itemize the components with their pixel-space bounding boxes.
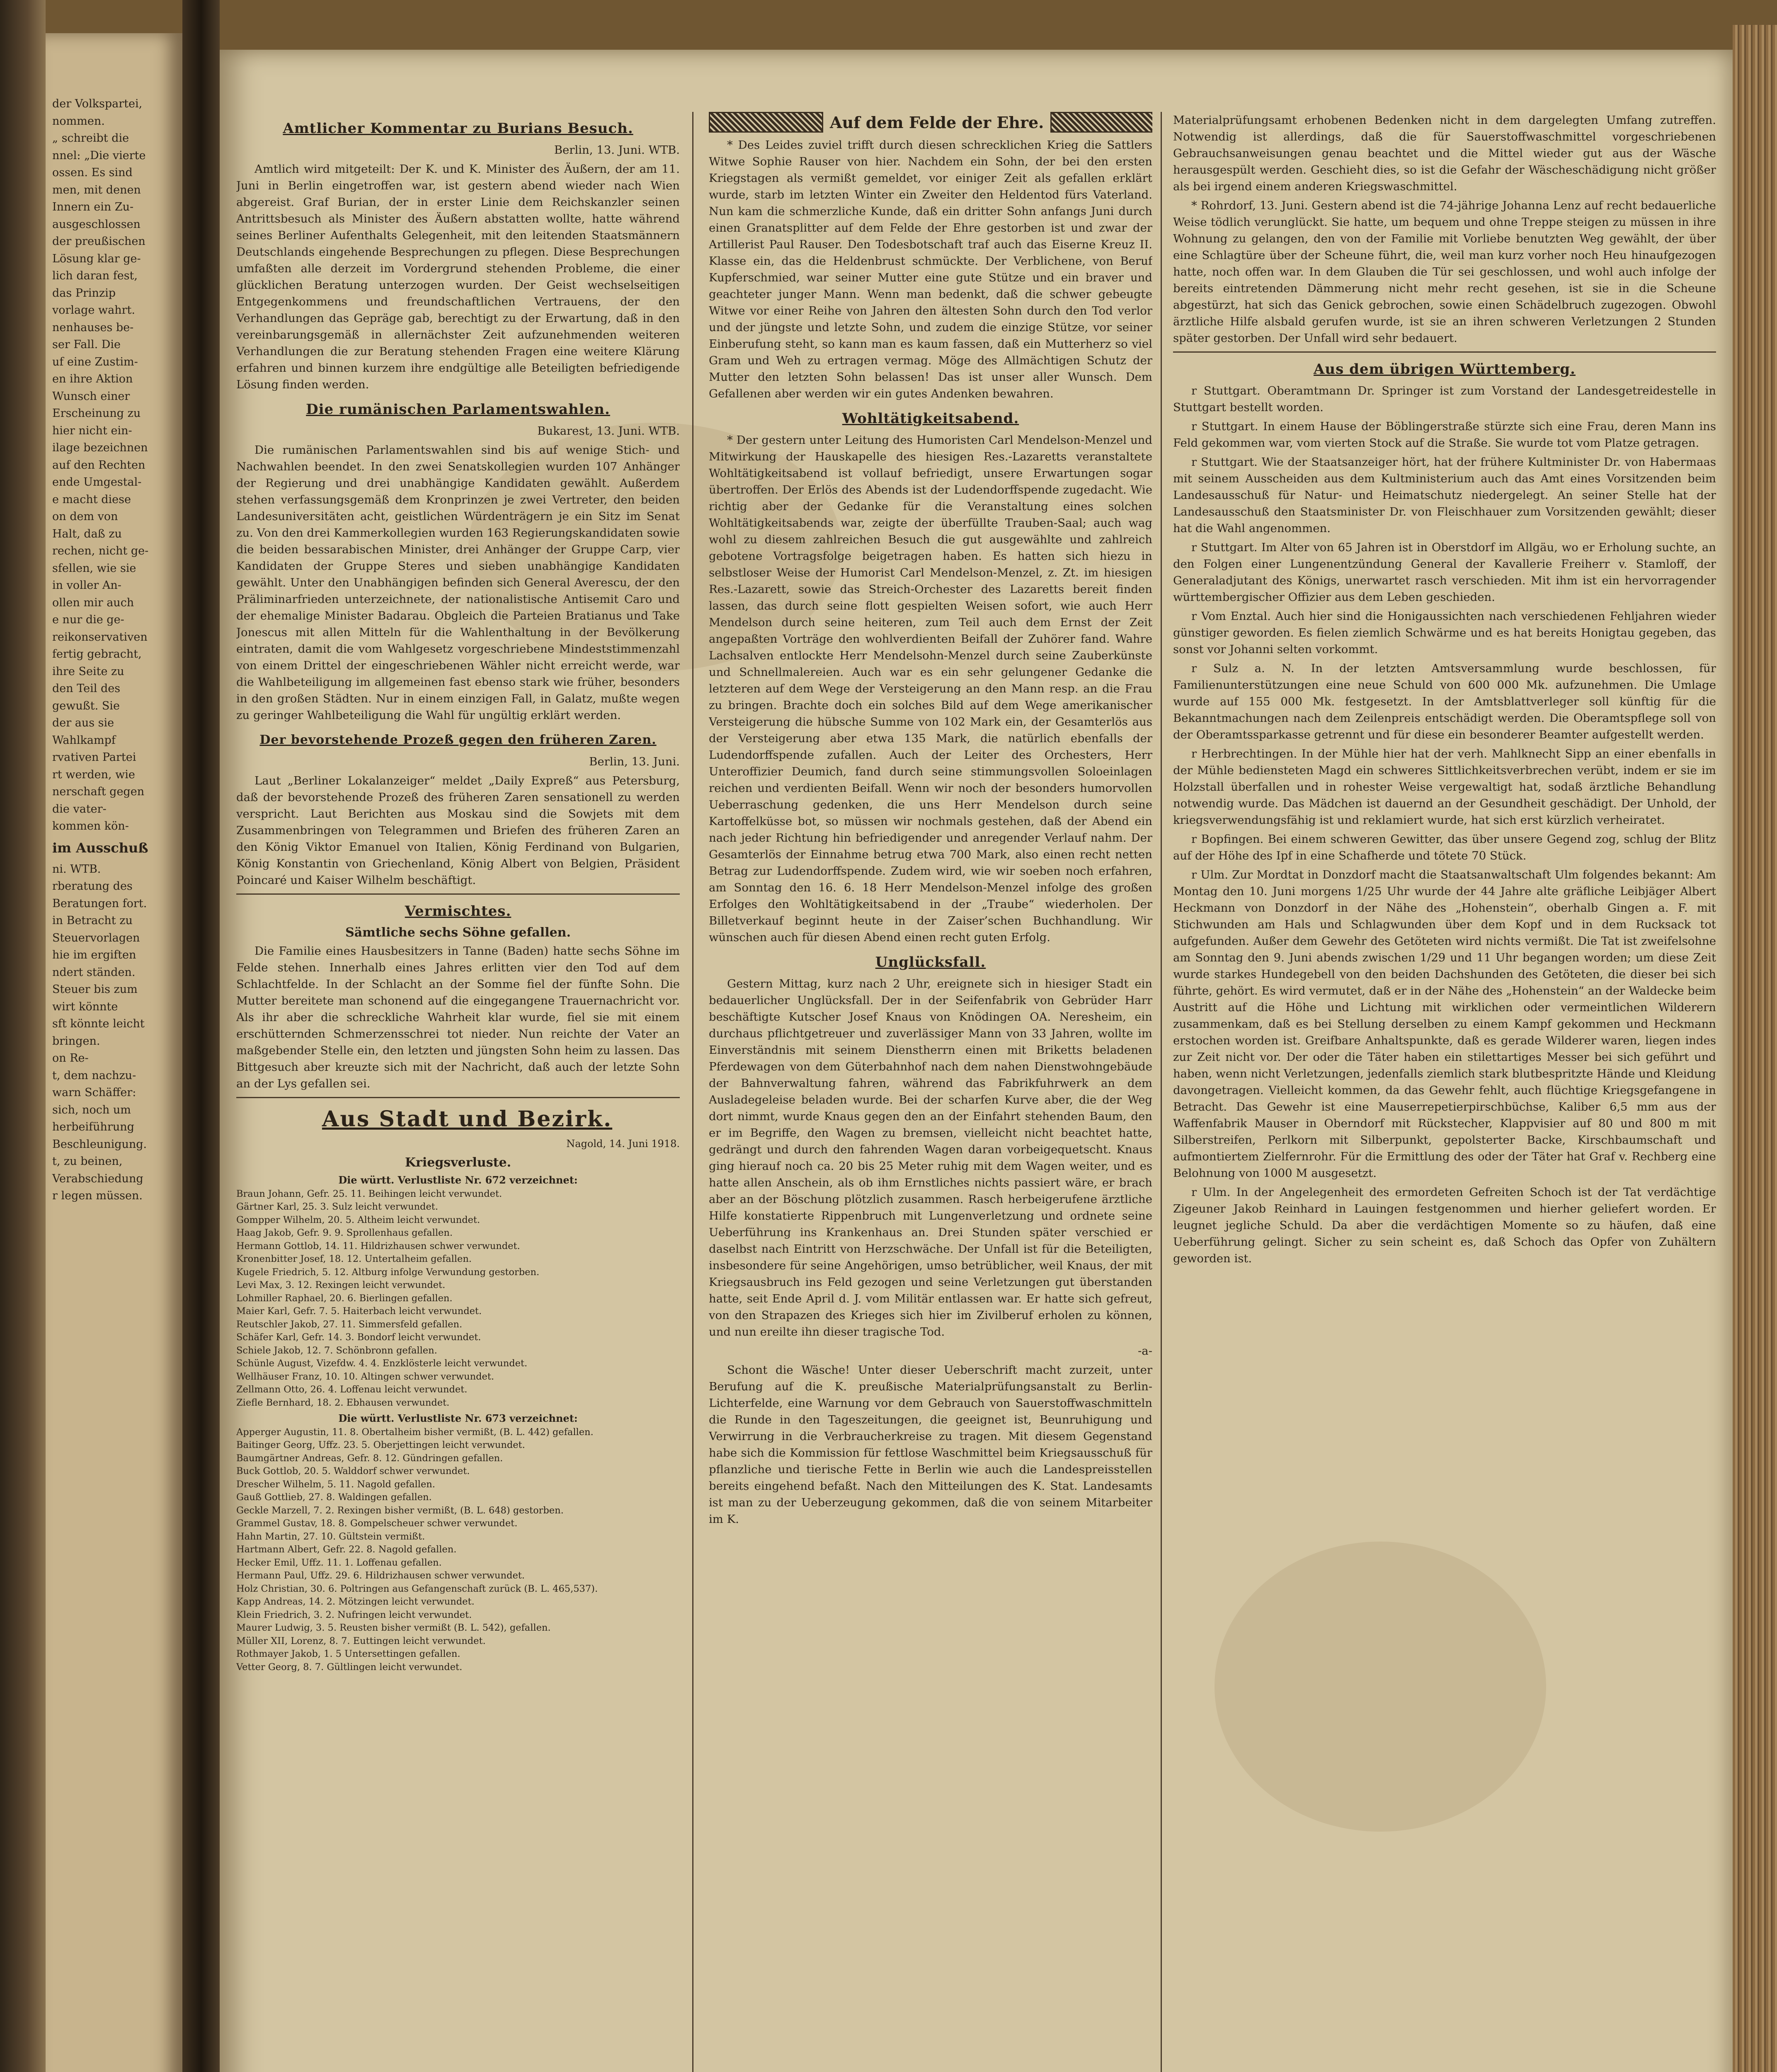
- text-line: sich, noch um: [52, 1103, 131, 1116]
- text-line: bringen.: [52, 1034, 100, 1048]
- list-item: Hahn Martin, 27. 10. Gültstein vermißt.: [236, 1531, 425, 1542]
- list-item: Baitinger Georg, Uffz. 23. 5. Oberjettingen leicht verwundet.: [236, 1440, 525, 1450]
- article-body: * Rohrdorf, 13. Juni. Gestern abend ist die 74-jährige Johanna Lenz auf recht bedauerliche Weise tödlich verunglückt. Sie hatte, um bequem und ohne Treppe steigen zu müssen in ihre Wohnung zu gelangen, den von der Familie mit Vorliebe benutzten Weg gewählt, der über eine Schlagtüre über der Scheune führt, die, weil man kurz vorher noch Heu hinaufgezogen hatte, noch offen war. In dem Glauben die Tür sei geschlossen, und wohl auch infolge der bereits eintretenden Dämmerung nicht mehr recht gesehen, ist sie in die Scheune abgestürzt, hat sich das Genick gebrochen, sowie einen Schädelbruch zugezogen. Obwohl ärztliche Hilfe alsbald gerufen wurde, ist sie an ihren schweren Verletzungen 2 Stunden später gestorben. Der Unfall wird sehr bedauert.: [1173, 199, 1716, 345]
- text-line: ndert ständen.: [52, 966, 136, 979]
- text-line: ausgeschlossen: [52, 218, 141, 231]
- text-line: Wahlkampf: [52, 733, 116, 747]
- list-item: Hermann Gottlob, 14. 11. Hildrizhausen schwer verwundet.: [236, 1240, 520, 1251]
- list-item: Geckle Marzell, 7. 2. Rexingen bisher vermißt, (B. L. 648) gestorben.: [236, 1505, 564, 1516]
- article-heading: Amtlicher Kommentar zu Burians Besuch.: [283, 120, 633, 137]
- text-line: in Betracht zu: [52, 914, 133, 927]
- text-line: Verabschiedung: [52, 1172, 143, 1185]
- column-rule: [1161, 112, 1162, 2072]
- signature: -a-: [1138, 1344, 1152, 1358]
- text-line: ni. WTB.: [52, 862, 101, 876]
- column-1: [236, 112, 680, 2072]
- list-item: Kapp Andreas, 14. 2. Mötzingen leicht verwundet.: [236, 1596, 475, 1607]
- article-body: Gestern Mittag, kurz nach 2 Uhr, ereignete sich in hiesiger Stadt ein bedauerlicher Unglücksfall. Der in der Seifenfabrik von Gebrüder Harr beschäftigte Kutscher Josef Knaus von Knödingen OA. Neresheim, ein durchaus pflichtgetreuer und zuverlässiger Mann von 33 Jahren, wollte im Einverständnis mit seinem Dienstherrn einen mit Briketts beladenen Pferdewagen von dem Güterbahnhof nach dem nahen Dienstwohngebäude der Bahnverwaltung fahren, während das Fabrikfuhrwerk an dem Ausladegeleise beladen wurde. Bei der scharfen Kurve aber, die der Weg dort nimmt, wurde Knaus gegen den an der Einfahrt stehenden Baum, den er im Begriffe, den Wagen zu bremsen, vielleicht nicht beachtet hatte, gedrängt und durch den fahrenden Wagen daran vorbeigequetscht. Knaus ging hierauf noch ca. 20 bis 25 Meter ruhig mit dem Wagen weiter, und es hatte allen Anschein, als ob ihm Ernstliches nichts passiert wäre, er brach aber an der Böschung plötzlich zusammen. Rasch herbeigerufene ärztliche Hilfe konstatierte Rippenbruch mit Lungenverletzung und ordnete seine Ueberführung ins Krankenhaus an. Drei Stunden später verschied er daselbst nach Eintritt von Herzschwäche. Der Unfall ist für die Beteiligten, insbesondere für seine Angehörigen, umso betrüblicher, weil Knaus, der mit Kriegsausbruch ins Feld gezogen und seine Verletzungen gut überstanden hatte, seit Ende April d. J. vom Militär entlassen war. Er hatte sich gefreut, von den Strapazen des Krieges sich hier im Zivilberuf erholen zu können, und nun ereilte ihn dieser tragische Tod.: [709, 977, 1152, 1339]
- news-item: r Stuttgart. In einem Hause der Böblingerstraße stürzte sich eine Frau, deren Mann ins Feld gekommen war, vom vierten Stock auf die Straße. Sie wurde tot vom Platze getragen.: [1173, 420, 1716, 450]
- book-binding: [0, 0, 46, 2072]
- dateline: Berlin, 13. Juni.: [589, 755, 680, 768]
- ornament-right: [1050, 112, 1152, 133]
- list-item: Haag Jakob, Gefr. 9. 9. Sprollenhaus gefallen.: [236, 1227, 453, 1238]
- text-line: hier nicht ein-: [52, 424, 132, 437]
- text-line: nenhauses be-: [52, 321, 134, 334]
- text-line: auf den Rechten: [52, 458, 145, 472]
- text-line: Lösung klar ge-: [52, 252, 141, 265]
- text-line: ollen mir auch: [52, 596, 134, 609]
- list-item: Gauß Gottlieb, 27. 8. Waldingen gefallen.: [236, 1492, 432, 1503]
- news-item: r Stuttgart. Oberamtmann Dr. Springer ist zum Vorstand der Landesgetreidestelle in Stuttgart bestellt worden.: [1173, 384, 1716, 414]
- column-2: [709, 112, 1152, 2072]
- text-line: lich daran fest,: [52, 269, 138, 282]
- text-line: rechen, nicht ge-: [52, 545, 149, 557]
- list-item: Apperger Augustin, 11. 8. Obertalheim bisher vermißt, (B. L. 442) gefallen.: [236, 1426, 594, 1438]
- news-item: r Ulm. Zur Mordtat in Donzdorf macht die Staatsanwaltschaft Ulm folgendes bekannt: Am Montag den 10. Juni morgens 1/25 Uhr wurde der 44 Jahre alte gräfliche Leibjäger Albert Heckmann von Donzdorf in der Nähe des „Hohenstein“, oberhalb Gingen a. F. mit Stichwunden am Hals und Schlagwunden über dem Kopf und in dem Rucksack tot aufgefunden. Außer dem Gewehr des Getöteten wird nichts vermißt. Die Tat ist zweifelsohne am Sonntag den 9. Juni abends zwischen 1/29 und 11 Uhr begangen worden; um diese Zeit wurde starkes Hundegebell von den beiden Dachshunden des Getöteten, die dieser bei sich führte, gehört. Es wird vermutet, daß er in der Nähe des „Hohenstein“ an der Waldecke beim Austritt auf die Höhe und Lichtung mit wirklichen oder vermeintlichen Wilderern zusammenkam, daß es bei Stellung derselben zu einem Kampf gekommen und Heckmann erstochen worden ist. Greifbare Anhaltspunkte, daß es gerade Wilderer waren, liegen indes zur Zeit nicht vor. Der oder die Täter haben ein stilettartiges Messer bei sich geführt und haben, wenn nicht Verletzungen, jedenfalls ziemlich stark blutbespritzte Hände und Kleidung davongetragen. Vielleicht kommen, da das Gewehr fehlt, auch flüchtige Kriegsgefangene in Betracht. Das Gewehr ist eine Mauserrepetierpirschbüchse, Kaliber 6,5 mm aus der Waffenfabrik Mauser in Oberndorf mit Rückstecher, Klappvisier auf 80 und 800 m mit Silberstreifen, Perlkorn mit Silberpunkt, gepolsterter Backe, Kirschbaumschaft und aufmontiertem Zielfernrohr. Für die Ermittlung des oder der Täter hat Graf v. Rechberg eine Belohnung von 1000 M ausgesetzt.: [1173, 868, 1716, 1180]
- text-line: t, zu beinen,: [52, 1155, 123, 1168]
- text-line: das Prinzip: [52, 286, 116, 300]
- text-line: Steuer bis zum: [52, 983, 138, 996]
- text-line: hie im ergiften: [52, 949, 136, 961]
- list-item: Levi Max, 3. 12. Rexingen leicht verwundet.: [236, 1280, 446, 1290]
- news-items: [1173, 382, 1716, 1267]
- text-line: wirt könnte: [52, 1000, 118, 1013]
- section-banner: [709, 112, 1152, 133]
- list-item: Baumgärtner Andreas, Gefr. 8. 12. Gündringen gefallen.: [236, 1452, 503, 1464]
- column-3: [1173, 112, 1716, 2072]
- text-line: die vater-: [52, 802, 107, 816]
- section-heading-large: Aus Stadt und Bezirk.: [322, 1106, 613, 1132]
- text-line: der Volkspartei,: [52, 97, 143, 110]
- list-item: Müller XII, Lorenz, 8. 7. Euttingen leicht verwundet.: [236, 1635, 486, 1646]
- text-line: on dem von: [52, 510, 118, 523]
- text-line: der preußischen: [52, 235, 145, 248]
- text-line: rt werden, wie: [52, 768, 135, 781]
- page-edges: [1733, 25, 1777, 2072]
- list-heading: Die württ. Verlustliste Nr. 673 verzeichnet:: [338, 1412, 578, 1424]
- text-line: der aus sie: [52, 716, 114, 729]
- list-item: Maurer Ludwig, 3. 5. Reusten bisher vermißt (B. L. 542), gefallen.: [236, 1622, 551, 1633]
- text-line: Beschleunigung.: [52, 1138, 147, 1151]
- text-line: den Teil des: [52, 682, 121, 695]
- text-line: e nur die ge-: [52, 613, 124, 626]
- article-body: * Des Leides zuviel trifft durch diesen schrecklichen Krieg die Sattlers Witwe Sophie Rauser von hier. Nachdem ein Sohn, der bei den ersten Kriegstagen als vermißt gemeldet, vor einiger Zeit als gefallen erklärt wurde, starb im letzten Winter ein Zweiter den Heldentod fürs Vaterland. Nun kam die schmerzliche Kunde, daß ein dritter Sohn anfangs Juni durch einen Granatsplitter auf dem Felde der Ehre gestorben ist und zwar der Artillerist Paul Rauser. Den Todesbotschaft traf auch das Eiserne Kreuz II. Klasse ein, das die Heldenbrust schmückte. Der Verblichene, von Beruf Kupferschmied, war seiner Mutter eine gute Stütze und ein braver und geachteter junger Mann. Wenn man bedenkt, daß die schwer gebeugte Witwe vor einer Reihe von Jahren den ältesten Sohn durch den Tod verlor und der jüngste und letzte Sohn, und zudem die einzige Stütze, vor seiner Einberufung steht, so kann man es kaum fassen, daß ein Mutterherz so viel Gram und Weh zu ertragen vermag. Möge des Allmächtigen Schutz der Mutter den letzten Sohn belassen! Das ist unser aller Wunsch. Dem Gefallenen aber werden wir ein gutes Andenken bewahren.: [709, 138, 1152, 400]
- page-gutter: [182, 0, 220, 2072]
- text-line: „ schreibt die: [52, 132, 129, 145]
- left-page-heading: im Ausschuß: [52, 840, 148, 856]
- list-item: Schiele Jakob, 12. 7. Schönbronn gefallen.: [236, 1345, 437, 1356]
- list-entries: [236, 1426, 680, 1674]
- list-item: Schäfer Karl, Gefr. 14. 3. Bondorf leicht verwundet.: [236, 1332, 481, 1343]
- text-line: sft könnte leicht: [52, 1017, 145, 1030]
- news-item: r Vom Enztal. Auch hier sind die Honigaussichten nach verschiedenen Fehljahren wieder günstiger geworden. Es fielen ziemlich Schwärme und es hat bereits Honigtau gegeben, das sonst vor Johanni selten vorkommt.: [1173, 610, 1716, 656]
- list-item: Hecker Emil, Uffz. 11. 1. Loffenau gefallen.: [236, 1557, 442, 1568]
- list-item: Buck Gottlob, 20. 5. Walddorf schwer verwundet.: [236, 1466, 470, 1477]
- list-item: Kugele Friedrich, 5. 12. Altburg infolge Verwundung gestorben.: [236, 1266, 540, 1278]
- news-item: r Sulz a. N. In der letzten Amtsversammlung wurde beschlossen, für Familienunterstützungen eine neue Schuld von 600 000 Mk. aufzunehmen. Die Umlage wurde auf 155 000 Mk. festgesetzt. In der Amtsblattverleger soll künftig für die Bekanntmachungen nach dem Zeilenpreis entschädigt werden. Die Oberamtspflege soll von der Oberamtssparkasse getrennt und für diese ein besonderer Beamter aufgestellt werden.: [1173, 662, 1716, 741]
- casualty-list: [236, 1174, 680, 1674]
- left-page-fragment: [46, 33, 182, 2072]
- list-item: Vetter Georg, 8. 7. Gültlingen leicht verwundet.: [236, 1661, 463, 1673]
- text-line: herbeiführung: [52, 1121, 134, 1133]
- list-item: Gärtner Karl, 25. 3. Sulz leicht verwundet.: [236, 1201, 438, 1212]
- text-line: Erscheinung zu: [52, 407, 141, 420]
- section-heading: Vermischtes.: [405, 903, 512, 920]
- list-item: Kronenbitter Josef, 18. 12. Untertalheim gefallen.: [236, 1254, 472, 1264]
- news-item: r Ulm. In der Angelegenheit des ermordeten Gefreiten Schoch ist der Tat verdächtige Zigeuner Jakob Reinhard in Lauingen festgenommen und hierher geliefert worden. Er leugnet jegliche Schuld. Da aber die verdächtigen Momente so zu häufen, daß eine Ueberführung gelingt. Sicher zu sein scheint es, daß Schoch das Opfer von Zuhältern geworden ist.: [1173, 1186, 1716, 1265]
- text-line: nerschaft gegen: [52, 785, 145, 798]
- ornament-left: [709, 112, 823, 133]
- banner-title: Auf dem Felde der Ehre.: [830, 113, 1044, 132]
- text-line: on Re-: [52, 1052, 89, 1065]
- text-line: nommen.: [52, 114, 105, 128]
- news-item: r Stuttgart. Wie der Staatsanzeiger hört, hat der frühere Kultminister Dr. von Habermaas mit seinem Ausscheiden aus dem Kultministerium auch das Amt eines Vorsitzenden beim Landesausschuß für Natur- und Heimatschutz niedergelegt. An seiner Stelle hat der Landesausschuß den Staatsminister Dr. von Fleischhauer zum Vorsitzenden gewählt; dieser hat die Wahl angenommen.: [1173, 455, 1716, 535]
- text-line: gewußt. Sie: [52, 699, 120, 712]
- left-page-text: [46, 33, 182, 835]
- text-line: t, dem nachzu-: [52, 1069, 136, 1082]
- text-line: ihre Seite zu: [52, 665, 124, 678]
- text-line: fertig gebracht,: [52, 648, 142, 661]
- article-heading: Die rumänischen Parlamentswahlen.: [306, 401, 610, 418]
- list-item: Hartmann Albert, Gefr. 22. 8. Nagold gefallen.: [236, 1544, 457, 1555]
- list-item: Grammel Gustav, 18. 8. Gompelscheuer schwer verwundet.: [236, 1518, 518, 1529]
- news-item: r Stuttgart. Im Alter von 65 Jahren ist in Oberstdorf im Allgäu, wo er Erholung suchte, an den Folgen einer Lungenentzündung General der Kavallerie Freiherr v. Stamloff, der Generaladjutant des Königs, unerwartet rasch verschieden. Mit ihm ist ein hervorragender württembergischer Offizier aus dem Leben geschieden.: [1173, 541, 1716, 604]
- list-item: Wellhäuser Franz, 10. 10. Altingen schwer verwundet.: [236, 1371, 495, 1382]
- article-body: Amtlich wird mitgeteilt: Der K. und K. Minister des Äußern, der am 11. Juni in Berlin eingetroffen war, ist gestern abend wieder nach Wien abgereist. Graf Burian, der in erster Linie dem Reichskanzler seinen Antrittsbesuch als Minister des Äußern abstatten wollte, hatte während seines Berliner Aufenthalts Gelegenheit, mit den leitenden Staatsmännern Deutschlands eingehende Besprechungen zu pflegen. Diese Besprechungen umfaßten alle derzeit im Vordergrund stehenden Probleme, die einer glücklichen Beratung unterzogen wurden. Der Geist wechselseitigen Entgegenkommens und freundschaftlichen Vertrauens, der den Verhandlungen das Gepräge gab, berechtigt zu der Erwartung, daß in den vereinbarungsgemäß in allernächster Zeit aufzunehmenden weiteren Verhandlungen die zur Beratung stehenden Fragen eine weitere Klärung erfahren und binnen kurzem ihre endgültige alle Beteiligten befriedigende Lösung finden werden.: [236, 162, 680, 391]
- text-line: Beratungen fort.: [52, 897, 147, 910]
- text-line: reikonservativen: [52, 630, 148, 644]
- left-page-text-2: [46, 861, 182, 1205]
- text-line: ossen. Es sind: [52, 166, 133, 179]
- dateline: Bukarest, 13. Juni. WTB.: [537, 424, 680, 438]
- newspaper-page: [220, 50, 1733, 2072]
- text-line: ende Umgestal-: [52, 476, 142, 489]
- list-entries: [236, 1188, 680, 1410]
- text-line: en ihre Aktion: [52, 373, 133, 385]
- text-line: rvativen Partei: [52, 751, 136, 764]
- section-heading: Aus dem übrigen Württemberg.: [1314, 361, 1576, 378]
- article-heading: Der bevorstehende Prozeß gegen den früheren Zaren.: [259, 733, 657, 747]
- text-line: kommen kön-: [52, 820, 129, 833]
- list-item: Hermann Paul, Uffz. 29. 6. Hildrizhausen schwer verwundet.: [236, 1570, 525, 1581]
- text-line: Halt, daß zu: [52, 527, 122, 540]
- list-item: Klein Friedrich, 3. 2. Nufringen leicht verwundet.: [236, 1609, 472, 1620]
- text-line: Innern ein Zu-: [52, 201, 134, 213]
- text-line: ser Fall. Die: [52, 338, 121, 351]
- list-item: Zellmann Otto, 26. 4. Loffenau leicht verwundet.: [236, 1384, 468, 1395]
- dateline: Nagold, 14. Juni 1918.: [566, 1138, 680, 1150]
- text-line: nnel: „Die vierte: [52, 149, 146, 162]
- article-heading: Wohltätigkeitsabend.: [842, 410, 1019, 427]
- list-item: Reutschler Jakob, 27. 11. Simmersfeld gefallen.: [236, 1319, 463, 1330]
- article-body: Die rumänischen Parlamentswahlen sind bis auf wenige Stich- und Nachwahlen beendet. In den zwei Senatskollegien wurden 107 Anhänger der Regierung und drei unabhängige Kandidaten gewählt. Außerdem stehen verfassungsgemäß dem Kronprinzen je zwei Vertreter, den beiden Landesuniversitäten acht, geistlichen Würdenträgern je ein Sitz im Senat zu. Von den drei Kammerkollegien wurden 163 Regierungskandidaten sowie die beiden bessarabischen Minister, drei Anhänger der Gruppe Carp, vier Kandidaten der Gruppe Steres und sieben unabhängige Kandidaten gewählt. Unter den Unabhängigen befinden sich General Averescu, der den Präliminarfrieden unterzeichnete, der nationalistische Antisemit Caro und der ehemalige Minister Badarau. Obgleich die Parteien Bratianus und Take Jonescus mit allen Mitteln für die Wahlenthaltung in der Bevölkerung eintraten, damit die vom Wahlgesetz vorgeschriebene Mindeststimmenzahl von einem Drittel der eingeschriebenen Wähler nicht erreicht werde, war die Wahlbeteiligung im allgemeinen fast ebenso stark wie früher, besonders in den großen Städten. Nur in einem einzigen Fall, in Galatz, mußte wegen zu geringer Wahlbeteiligung die Wahl für ungültig erklärt werden.: [236, 443, 680, 722]
- dateline: Berlin, 13. Juni. WTB.: [554, 143, 680, 157]
- list-item: Maier Karl, Gefr. 7. 5. Haiterbach leicht verwundet.: [236, 1306, 482, 1317]
- list-item: Braun Johann, Gefr. 25. 11. Beihingen leicht verwundet.: [236, 1188, 502, 1199]
- list-heading: Die württ. Verlustliste Nr. 672 verzeichnet:: [338, 1174, 578, 1186]
- section-divider: [236, 893, 680, 895]
- list-item: Holz Christian, 30. 6. Poltringen aus Gefangenschaft zurück (B. L. 465,537).: [236, 1583, 598, 1594]
- text-line: men, mit denen: [52, 183, 141, 196]
- list-item: Drescher Wilhelm, 5. 11. Nagold gefallen.: [236, 1479, 435, 1490]
- text-line: ilage bezeichnen: [52, 441, 148, 454]
- section-divider: [1173, 351, 1716, 353]
- text-line: warn Schäffer:: [52, 1086, 136, 1099]
- text-line: rberatung des: [52, 880, 133, 893]
- article-body: Die Familie eines Hausbesitzers in Tanne (Baden) hatte sechs Söhne im Felde stehen. Innerhalb eines Jahres erlitten vier den Tod auf dem Schlachtfelde. In der Schlacht an der Somme fiel der fünfte Sohn. Die Mutter bereitete man schonend auf die eingegangene Trauernachricht vor. Als ihr aber die schreckliche Wahrheit klar wurde, fiel sie mit einem erschütternden Schmerzensschrei tot nieder. Nun reichte der Vater an maßgebender Stelle ein, den letzten und jüngsten Sohn heim zu lassen. Das Bittgesuch aber kreuzte sich mit der Nachricht, daß auch der letzte Sohn an der Lys gefallen sei.: [236, 944, 680, 1090]
- article-body: * Der gestern unter Leitung des Humoristen Carl Mendelson-Menzel und Mitwirkung der Hauskapelle des hiesigen Res.-Lazaretts veranstaltete Wohltätigkeitsabend ist vollauf befriedigt, unsere Erwartungen sogar übertroffen. Der Erlös des Abends ist der Ludendorffspende zugedacht. Wie richtig aber der Gedanke für die Veranstaltung eines solchen Wohltätigkeitsabends war, zeigte der überfüllte Trauben-Saal; auch wag wohl zu diesem zahlreichen Besuch die gut ausgewählte und zahlreich gebotene Vortragsfolge beigetragen haben. Es hatten sich hiezu in selbstloser Weise der Humorist Carl Mendelson-Menzel, z. Zt. im hiesigen Res.-Lazarett, sowie das Streich-Orchester des Lazaretts bereit finden lassen, das durch seine flott gespielten Weisen sofort, wie auch Herr Mendelson durch seine heiteren, zum Teil auch dem Ernst der Zeit angepaßten Vorträge den wohlverdienten Beifall der Zuhörer fand. Wahre Lachsalven entlockte Herr Mendelsohn-Menzel durch seine Zauberkünste und Schnellmalereien. Auch war es ein sehr gelungener Gedanke die letzteren auf dem Wege der Versteigerung an den Mann resp. an die Frau zu bringen. Brachte doch ein solches Bild auf dem Wege amerikanischer Versteigerung die hübsche Summe von 102 Mark ein, der Gesamterlös aus der Versteigerung aber etwa 135 Mark, die natürlich ebenfalls der Ludendorffspende zufallen. Auch der Leiter des Orchesters, Herr Unteroffizier Deumich, fand durch seine stimmungsvollen Soloeinlagen reichen und verdienten Beifall. Wenn wir noch der besonders humorvollen Ueberraschung gedenken, die uns Herr Mendelson durch seine Kartoffelküsse bot, so müssen wir nochmals gestehen, daß der Abend ein nach jeder Richtung hin befriedigender und anregender Verlauf nahm. Der Gesamterlös der Einnahme betrug etwa 700 Mark, also einen recht netten Betrag zur Ludendorffspende. Zudem wird, wie wir soeben noch erfahren, am Sonntag den 16. 6. 18 Herr Mendelson-Menzel infolge des großen Erfolges den Wohltätigkeitsabend in der „Traube“ wiederholen. Der Billetverkauf beginnt heute in der Zaiser’schen Buchhandlung. Wir wünschen auch für diesen Abend einen recht guten Erfolg.: [709, 433, 1152, 944]
- article-subheading: Sämtliche sechs Söhne gefallen.: [345, 925, 571, 940]
- list-item: Gompper Wilhelm, 20. 5. Altheim leicht verwundet.: [236, 1214, 480, 1225]
- text-line: sfellen, wie sie: [52, 562, 136, 575]
- article-body: Laut „Berliner Lokalanzeiger“ meldet „Daily Expreß“ aus Petersburg, daß der bevorstehende Prozeß des früheren Zaren sensationell zu werden verspricht. Laut Berichten aus Moskau sind die Sowjets mit dem Zusammenbringen von Telegrammen und Briefen des früheren Zaren an den König Viktor Emanuel von Italien, König Ferdinand von Bulgarien, König Konstantin von Griechenland, König Albert von Belgien, Präsident Poincaré und Kaiser Wilhelm beschäftigt.: [236, 774, 680, 887]
- article-body: Materialprüfungsamt erhobenen Bedenken nicht in dem dargelegten Umfang zutreffen. Notwendig ist allerdings, daß die für Sauerstoffwaschmittel vorgeschriebenen Gebrauchsanweisungen genau beachtet und die Mittel wieder gut aus der Wäsche herausgespült werden. Geschieht dies, so ist die Gefahr der Wäscheschädigung nicht größer als bei irgend einem anderen Kriegswaschmittel.: [1173, 114, 1716, 193]
- text-line: r legen müssen.: [52, 1189, 143, 1202]
- list-item: Ziefle Bernhard, 18. 2. Ebhausen verwundet.: [236, 1397, 450, 1408]
- text-line: vorlage wahrt.: [52, 304, 135, 317]
- text-line: Wunsch einer: [52, 390, 130, 403]
- text-line: uf eine Zustim-: [52, 355, 138, 368]
- list-item: Lohmiller Raphael, 20. 6. Bierlingen gefallen.: [236, 1293, 453, 1304]
- column-rule: [692, 112, 693, 2072]
- news-item: r Bopfingen. Bei einem schweren Gewitter, das über unsere Gegend zog, schlug der Blitz auf der Höhe des Ipf in eine Schafherde und tötete 70 Stück.: [1173, 833, 1716, 862]
- list-item: Rothmayer Jakob, 1. 5 Untersettingen gefallen.: [236, 1648, 461, 1659]
- text-line: Steuervorlagen: [52, 931, 140, 944]
- article-body: Schont die Wäsche! Unter dieser Ueberschrift macht zurzeit, unter Berufung auf die K. preußische Materialprüfungsanstalt zu Berlin-Lichterfelde, eine Warnung vor dem Gebrauch von Sauerstoffwaschmitteln die Runde in den Tageszeitungen, die geeignet ist, Beunruhigung und Verwirrung in die Verbraucherkreise zu tragen. Mit diesem Gegenstand habe sich die Kommission für fettlose Waschmittel beim Kriegsausschuß für pflanzliche und tierische Fette in Berlin wie auch die Landespreisstellen bereits eingehend befaßt. Nach den Mitteilungen des K. Stat. Landesamts ist man zu der Ueberzeugung gekommen, daß die von seinem Mitarbeiter im K.: [709, 1363, 1152, 1526]
- list-item: Schünle August, Vizefdw. 4. 4. Enzklösterle leicht verwundet.: [236, 1358, 528, 1369]
- article-heading: Unglücksfall.: [875, 954, 986, 971]
- text-line: e macht diese: [52, 493, 131, 506]
- section-divider: [236, 1097, 680, 1098]
- article-subheading: Kriegsverluste.: [405, 1155, 512, 1170]
- text-line: in voller An-: [52, 579, 121, 592]
- news-item: r Herbrechtingen. In der Mühle hier hat der verh. Mahlknecht Sipp an einer ebenfalls in der Mühle bediensteten Magd ein schweres Sittlichkeitsverbrechen verübt, indem er sie im Holzstall überfallen und in rohester Weise vergewaltigt hat, sodaß ärztliche Behandlung notwendig wurde. Das Mädchen ist dauernd an der Gesundheit geschädigt. Der Unhold, der kriegsverwendungsfähig ist und reklamiert wurde, hat sich erst kürzlich verheiratet.: [1173, 747, 1716, 827]
